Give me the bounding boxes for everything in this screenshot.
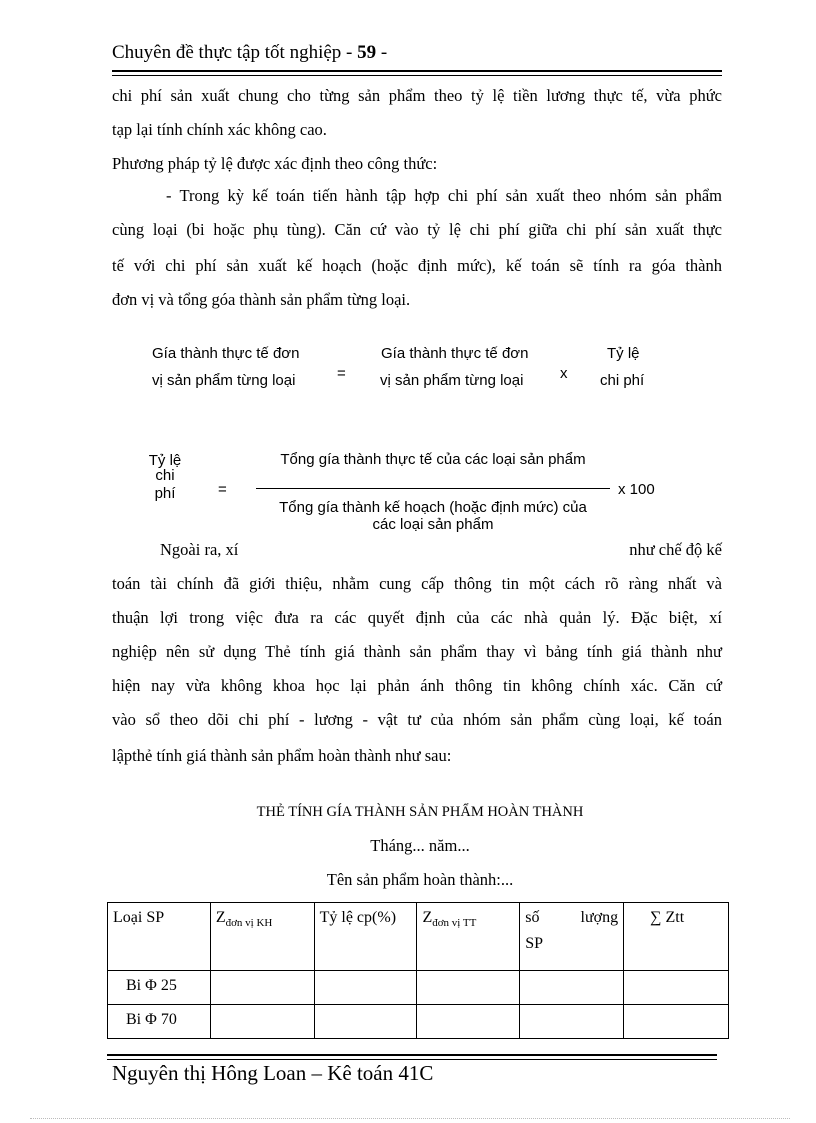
page-edge-dots — [30, 1118, 790, 1119]
table-row — [108, 1005, 729, 1039]
table-header-row — [108, 903, 729, 971]
col-header-cost-ratio: Tỷ lệ cp(%) — [314, 903, 417, 971]
page-header — [112, 40, 722, 66]
formula2-equals: = — [218, 481, 227, 498]
paragraph-line: hiện nay vừa không khoa học lại phản ánh thông tin không chính xác. Căn cứ — [112, 676, 722, 695]
formula2-denominator-line2: các loại sản phẩm — [372, 516, 494, 533]
formula1-left-line2: vị sản phẩm từng loại — [152, 372, 296, 389]
row-label: Bi Φ 70 — [108, 1005, 211, 1039]
paragraph-line: đơn vị và tổng góa thành sản phẩm từng loại. — [112, 290, 411, 309]
paragraph-line: toán tài chính đã giới thiệu, nhằm cung cấp thông tin một cách rõ ràng nhất và — [112, 574, 722, 593]
formula1-equals: = — [337, 365, 346, 382]
row-label: Bi Φ 25 — [108, 971, 211, 1005]
paragraph-line: tạp lại tính chính xác không cao. — [112, 120, 327, 139]
formula1-left-line1: Gía thành thực tế đơn — [152, 345, 300, 362]
formula2-numerator: Tổng gía thành thực tế của các loại sản phẩm — [280, 451, 586, 468]
formula2-lhs-line3: phí — [154, 485, 176, 502]
formula1-times: x — [560, 365, 568, 382]
paragraph-line-end: như chế độ kế — [629, 540, 722, 559]
col-header-type: Loại SP — [108, 903, 211, 971]
formula2-lhs-line1: Tỷ lệ — [148, 452, 182, 469]
fraction-line — [256, 488, 610, 489]
card-product-name: Tên sản phẩm hoàn thành:... — [326, 870, 514, 889]
col-header-quantity: số lượng SP — [520, 903, 624, 971]
formula2-lhs-line2: chi — [155, 467, 175, 484]
header-title: Chuyên đề thực tập tốt nghiệp - 59 - — [112, 42, 388, 63]
card-period: Tháng... năm... — [370, 836, 470, 855]
paragraph-line: Phương pháp tỷ lệ được xác định theo công thức: — [112, 154, 438, 173]
paragraph-line: cùng loại (bi hoặc phụ tùng). Căn cứ vào tỷ lệ chi phí giữa chi phí sản xuất thực — [112, 220, 722, 239]
paragraph-line: chi phí sản xuất chung cho từng sản phẩm theo tỷ lệ tiền lương thực tế, vừa phức — [112, 86, 722, 105]
formula1-mid-line1: Gía thành thực tế đơn — [381, 345, 529, 362]
cost-card-table — [107, 902, 729, 1039]
formula1-right-line2: chi phí — [600, 372, 645, 389]
paragraph-line-start: Ngoài ra, xí — [160, 540, 239, 559]
paragraph-line: lậpthẻ tính giá thành sản phẩm hoàn thành như sau: — [112, 746, 452, 765]
paragraph-line: vào sổ theo dõi chi phí - lương - vật tư của nhóm sản phẩm cùng loại, kế toán — [112, 710, 722, 729]
paragraph-line: - Trong kỳ kế toán tiến hành tập hợp chi phí sản xuất theo nhóm sản phẩm — [166, 186, 722, 205]
formula1-right-line1: Tỷ lệ — [607, 345, 640, 362]
table-row — [108, 971, 729, 1005]
formula1-mid-line2: vị sản phẩm từng loại — [380, 372, 524, 389]
page-number: 59 — [357, 42, 377, 63]
formula2-multiplier: x 100 — [618, 481, 655, 498]
header-rule — [112, 70, 722, 76]
paragraph-line: tế với chi phí sản xuất kế hoạch (hoặc định mức), kế toán sẽ tính ra góa thành — [112, 256, 722, 275]
paragraph-line: thuận lợi trong việc đưa ra các quyết định của các nhà quản lý. Đặc biệt, xí — [112, 608, 722, 627]
col-header-z-plan: $Z_{đơn vị KH}$ — [210, 903, 314, 971]
card-title: THẺ TÍNH GÍA THÀNH SẢN PHẨM HOÀN THÀNH — [256, 804, 584, 820]
paragraph-line: nghiệp nên sử dụng Thẻ tính giá thành sản phẩm thay vì bảng tính giá thành như — [112, 642, 722, 661]
col-header-total-z: ∑ Ztt — [624, 903, 729, 971]
formula2-denominator-line1: Tổng gía thành kế hoạch (hoặc định mức) của — [279, 499, 587, 516]
col-header-z-actual: $Z_{đơn vị TT}$ — [417, 903, 520, 971]
footer-text: Nguyên thị Hông Loan – Kê toán 41C — [112, 1061, 434, 1085]
